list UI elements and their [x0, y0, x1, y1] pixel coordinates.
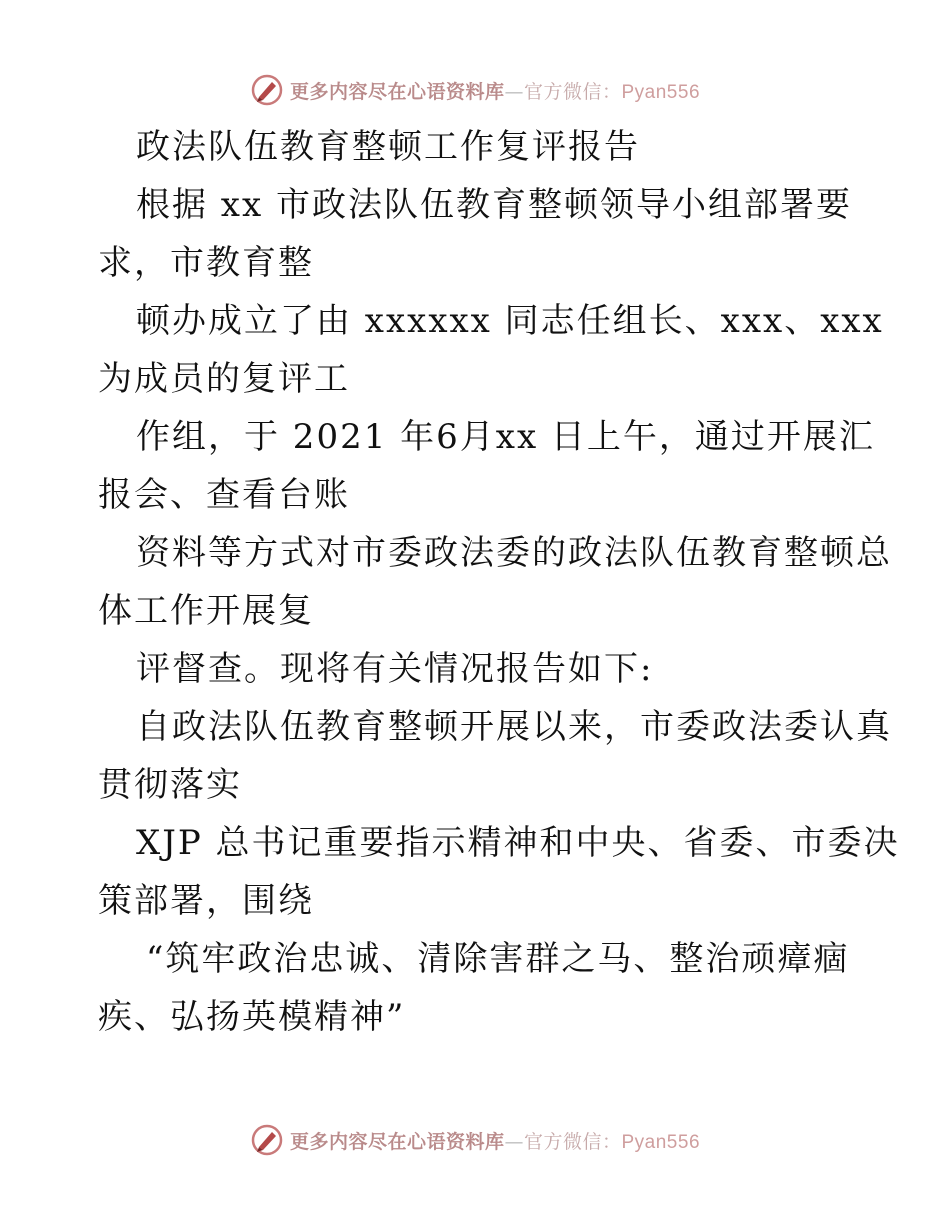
document-line: 自政法队伍教育整顿开展以来，市委政法委认真: [136, 707, 892, 747]
document-line: 策部署，围绕: [98, 881, 314, 921]
document-line: 体工作开展复: [98, 591, 314, 631]
watermark-wechat-label: 官方微信：: [523, 1130, 622, 1153]
document-line: 根据 xx 市政法队伍教育整顿领导小组部署要: [136, 185, 852, 225]
watermark-brand: 更多内容尽在心语资料库: [289, 1130, 505, 1153]
watermark-brand: 更多内容尽在心语资料库: [289, 80, 505, 103]
watermark-account: Pyan556: [621, 1131, 701, 1153]
document-line: XJP 总书记重要指示精神和中央、省委、市委决: [136, 823, 900, 863]
document-line: 作组，于 2021 年6月xx 日上午，通过开展汇: [136, 417, 875, 457]
watermark-dash: —: [504, 1130, 524, 1153]
document-line: 顿办成立了由 xxxxxx 同志任组长、xxx、xxx: [136, 301, 884, 341]
watermark-account: Pyan556: [621, 81, 701, 103]
document-line: 求，市教育整: [98, 243, 314, 283]
document-line: 为成员的复评工: [98, 359, 350, 399]
document-body: [98, 118, 900, 1046]
document-line: 评督查。现将有关情况报告如下:: [136, 649, 654, 689]
footer-watermark: [0, 1120, 950, 1160]
document-line: 贯彻落实: [98, 765, 242, 805]
header-watermark: [0, 70, 950, 110]
watermark-text: [290, 1127, 700, 1154]
watermark-dash: —: [504, 80, 524, 103]
pen-logo-icon: [250, 1123, 284, 1157]
document-line: 资料等方式对市委政法委的政法队伍教育整顿总: [136, 533, 892, 573]
document-line: 报会、查看台账: [98, 475, 350, 515]
watermark-text: [290, 77, 700, 104]
pen-logo-icon: [250, 73, 284, 107]
document-line: “筑牢政治忠诚、清除害群之马、整治顽瘴痼: [146, 939, 850, 979]
document-line: 疾、弘扬英模精神”: [98, 997, 406, 1037]
document-line: 政法队伍教育整顿工作复评报告: [136, 127, 640, 167]
watermark-wechat-label: 官方微信：: [523, 80, 622, 103]
